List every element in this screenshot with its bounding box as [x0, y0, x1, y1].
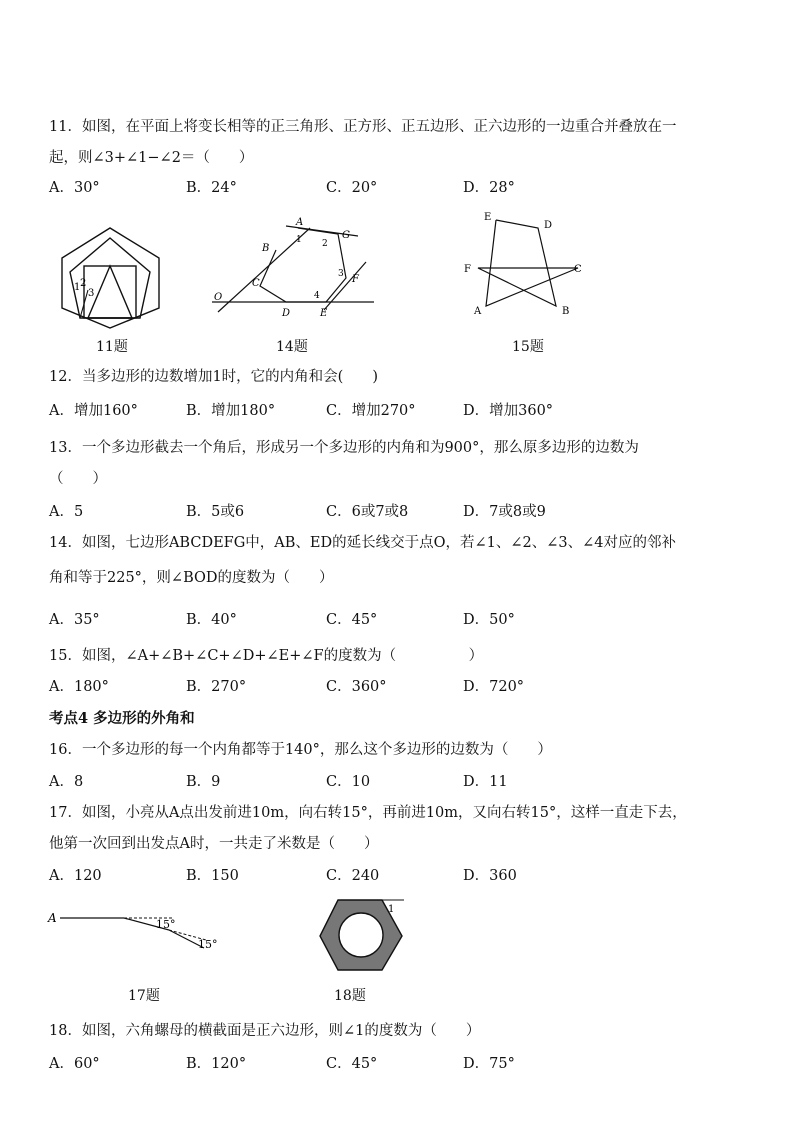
q18-option-c: C．45°: [326, 1056, 378, 1072]
fig11-label-2: 2: [80, 278, 87, 289]
q16-option-d: D．11: [463, 774, 508, 790]
figure-18: [316, 896, 406, 974]
q14-option-b: B．40°: [186, 612, 237, 628]
q15-option-c: C．360°: [326, 679, 387, 695]
fig11-label-3: 3: [88, 288, 95, 299]
fig11-label-1: 1: [74, 282, 81, 293]
q18-text-line1: 18．如图，六角螺母的横截面是正六边形，则∠1的度数为（ ）: [49, 1023, 481, 1039]
q18-option-b: B．120°: [186, 1056, 247, 1072]
fig14-angle-3: 3: [338, 269, 344, 279]
caption-fig14: 14题: [276, 339, 308, 355]
q14-option-d: D．50°: [463, 612, 515, 628]
q15-option-d: D．720°: [463, 679, 525, 695]
q11-text-line2: 起，则∠3+∠1−∠2＝（ ）: [49, 150, 254, 166]
q13-text-line2: （ ）: [49, 471, 107, 487]
q16-option-b: B．9: [186, 774, 221, 790]
q12-option-d: D．增加360°: [463, 403, 554, 419]
q13-text-line1: 13．一个多边形截去一个角后，形成另一个多边形的内角和为900°，那么原多边形的边数为: [49, 440, 639, 456]
fig14-label-e: E: [320, 308, 328, 319]
q13-option-b: B．5或6: [186, 504, 245, 520]
q18-option-a: A．60°: [49, 1056, 100, 1072]
q15-option-b: B．270°: [186, 679, 247, 695]
q14-text-line1: 14．如图，七边形ABCDEFG中，AB、ED的延长线交于点O，若∠1、∠2、∠3、∠4对应的邻补: [49, 535, 677, 551]
q14-option-a: A．35°: [49, 612, 100, 628]
fig14-label-o: O: [214, 292, 223, 303]
fig14-label-f: F: [352, 274, 359, 285]
q12-options: [49, 401, 749, 421]
q17-options: [49, 866, 749, 886]
caption-fig18: 18题: [334, 988, 366, 1004]
section-heading: 考点4 多边形的外角和: [49, 710, 195, 727]
q16-options: [49, 772, 749, 792]
caption-fig11: 11题: [96, 339, 128, 355]
q12-option-a: A．增加160°: [49, 403, 138, 419]
q14-option-c: C．45°: [326, 612, 378, 628]
caption-fig15: 15题: [512, 339, 544, 355]
q15-option-a: A．180°: [49, 679, 109, 695]
q13-option-d: D．7或8或9: [463, 504, 546, 520]
fig17-angle-1: 15°: [156, 918, 176, 931]
q12-option-b: B．增加180°: [186, 403, 276, 419]
fig14-label-a: A: [296, 217, 304, 228]
fig14-label-b: B: [262, 243, 270, 254]
q13-options: [49, 502, 749, 522]
figure-15: [460, 208, 590, 320]
q11-option-c: C．20°: [326, 180, 378, 196]
fig15-label-e: E: [484, 212, 492, 223]
figure-17: [44, 900, 234, 960]
figure-11: [52, 220, 172, 330]
q14-text-line2: 角和等于225°，则∠BOD的度数为（ ）: [49, 570, 334, 586]
q18-options: [49, 1054, 749, 1074]
q17-text-line2: 他第一次回到出发点A时，一共走了米数是（ ）: [49, 836, 379, 852]
figure-14: [198, 214, 378, 320]
q18-option-d: D．75°: [463, 1056, 515, 1072]
fig18-angle-1: 1: [388, 904, 395, 915]
fig14-angle-1: 1: [296, 235, 302, 245]
q13-option-c: C．6或7或8: [326, 504, 409, 520]
q12-option-c: C．增加270°: [326, 403, 416, 419]
q17-option-b: B．150: [186, 868, 239, 884]
q17-option-d: D．360: [463, 868, 517, 884]
q13-option-a: A．5: [49, 504, 84, 520]
q17-text-line1: 17．如图，小亮从A点出发前进10m，向右转15°，再前进10m，又向右转15°，这样一直走下去，: [49, 805, 687, 821]
q15-options: [49, 677, 749, 697]
fig14-label-c: C: [252, 278, 260, 289]
fig14-label-d: D: [282, 308, 291, 319]
fig14-label-g: G: [342, 230, 350, 241]
q15-text-line1: 15．如图，∠A+∠B+∠C+∠D+∠E+∠F的度数为（ ）: [49, 648, 484, 664]
q16-text-line1: 16．一个多边形的每一个内角都等于140°，那么这个多边形的边数为（ ）: [49, 742, 552, 758]
fig15-label-b: B: [562, 306, 570, 317]
q12-text-line1: 12．当多边形的边数增加1时，它的内角和会( ): [49, 369, 378, 385]
q16-option-c: C．10: [326, 774, 371, 790]
fig15-label-c: C: [574, 264, 582, 275]
fig17-label-a: A: [48, 911, 57, 925]
fig14-angle-2: 2: [322, 239, 328, 249]
fig15-label-a: A: [474, 306, 482, 317]
fig15-label-f: F: [464, 264, 471, 275]
q17-option-a: A．120: [49, 868, 102, 884]
fig14-angle-4: 4: [314, 291, 320, 301]
q11-option-b: B．24°: [186, 180, 237, 196]
q11-options: [49, 178, 749, 198]
q16-option-a: A．8: [49, 774, 84, 790]
q11-option-d: D．28°: [463, 180, 515, 196]
fig17-angle-2: 15°: [198, 938, 218, 951]
q11-option-a: A．30°: [49, 180, 100, 196]
fig15-label-d: D: [544, 220, 553, 231]
caption-fig17: 17题: [128, 988, 160, 1004]
q11-text-line1: 11．如图，在平面上将变长相等的正三角形、正方形、正五边形、正六边形的一边重合并叠放在一: [49, 119, 677, 135]
q14-options: [49, 610, 749, 630]
q17-option-c: C．240: [326, 868, 380, 884]
